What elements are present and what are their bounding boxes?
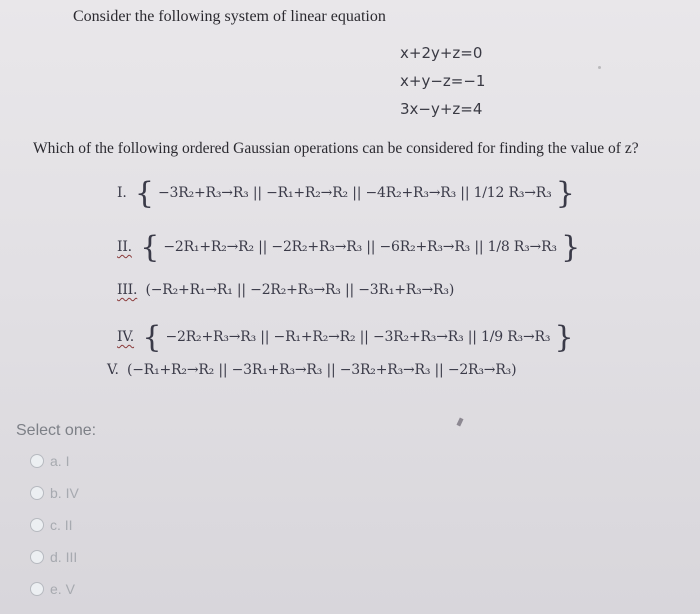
question-intro: Consider the following system of linear equation <box>73 8 386 25</box>
radio-button[interactable] <box>30 550 44 564</box>
choice-c[interactable] <box>30 517 73 533</box>
close-brace: } <box>561 230 580 265</box>
radio-button[interactable] <box>30 454 44 468</box>
option-1 <box>117 176 575 211</box>
close-brace: } <box>555 176 575 211</box>
option-2 <box>117 230 580 265</box>
choice-a[interactable] <box>30 453 69 469</box>
open-brace: { <box>142 320 162 355</box>
option-expression: −3R₂+R₃→R₃ || −R₁+R₂→R₂ || −4R₂+R₃→R₃ || 1/12 R₃→R₃ <box>158 185 552 201</box>
option-expression: (−R₂+R₁→R₁ || −2R₂+R₃→R₃ || −3R₁+R₃→R₃) <box>145 282 455 298</box>
option-3 <box>117 282 454 298</box>
choice-label[interactable]: a. I <box>50 453 70 469</box>
radio-button[interactable] <box>30 518 44 532</box>
cursor-mark <box>456 418 463 427</box>
choice-label[interactable]: b. IV <box>50 485 79 501</box>
option-numeral: V. <box>107 362 119 378</box>
option-numeral: II. <box>117 239 132 255</box>
question-prompt: Which of the following ordered Gaussian operations can be considered for finding the value of z? <box>33 140 639 157</box>
stray-dot <box>598 66 601 69</box>
choice-e[interactable] <box>30 581 75 597</box>
close-brace: } <box>554 320 574 355</box>
open-brace: { <box>140 230 160 265</box>
radio-button[interactable] <box>30 582 44 596</box>
option-5 <box>107 362 516 378</box>
option-expression: −2R₂+R₃→R₃ || −R₁+R₂→R₂ || −3R₂+R₃→R₃ || 1/9 R₃→R₃ <box>165 329 551 345</box>
equation-2: x+y−z=−1 <box>400 72 486 90</box>
option-numeral: IV. <box>117 329 135 345</box>
choice-label[interactable]: d. III <box>50 549 78 565</box>
choice-b[interactable] <box>30 485 79 501</box>
equation-3: 3x−y+z=4 <box>400 100 483 118</box>
option-4 <box>117 320 573 355</box>
choice-label[interactable]: e. V <box>50 581 75 597</box>
option-expression: (−R₁+R₂→R₂ || −3R₁+R₃→R₃ || −3R₂+R₃→R₃ || −2R₃→R₃) <box>126 362 517 378</box>
choice-label[interactable]: c. II <box>50 517 73 533</box>
open-brace: { <box>134 176 154 211</box>
choice-d[interactable] <box>30 549 77 565</box>
option-numeral: I. <box>117 185 127 201</box>
radio-button[interactable] <box>30 486 44 500</box>
option-numeral: III. <box>117 282 138 298</box>
option-expression: −2R₁+R₂→R₂ || −2R₂+R₃→R₃ || −6R₂+R₃→R₃ || 1/8 R₃→R₃ <box>163 239 557 255</box>
equation-1: x+2y+z=0 <box>400 44 483 62</box>
select-one-label: Select one: <box>16 422 97 439</box>
